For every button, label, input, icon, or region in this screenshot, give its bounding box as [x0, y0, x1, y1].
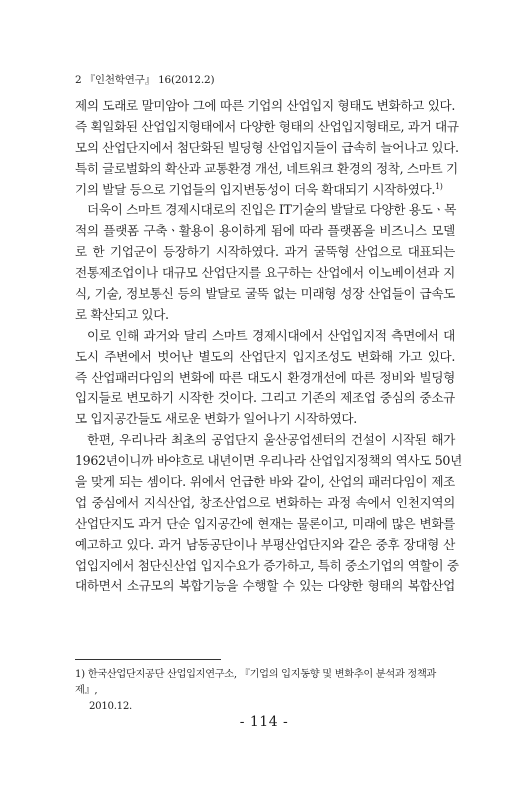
text-line: 전통제조업이나 대규모 산업단지를 요구하는 산업에서 이노베이션과 지: [75, 265, 455, 281]
text-line: [75, 180, 455, 201]
text-line-content: 기의 발달 등으로 기업들의 입지변동성이 더욱 확대되기 시작하였다.: [75, 181, 436, 197]
text-line: 산업단지도 과거 단순 입지공간에 현재는 물론이고, 미래에 많은 변화를: [75, 515, 455, 531]
text-line: 예고하고 있다. 과거 남동공단이나 부평산업단지와 같은 중후 장대형 산: [75, 536, 455, 552]
text-line: 입지들로 변모하기 시작한 것이다. 그리고 기존의 제조업 중심의 중소규: [75, 390, 455, 406]
text-line: 업 중심에서 지식산업, 창조산업으로 변화하는 과정 속에서 인천지역의: [75, 494, 455, 510]
page-number: - 114 -: [239, 714, 289, 730]
text-line: 한편, 우리나라 최초의 공업단지 울산공업센터의 건설이 시작된 해가: [87, 432, 455, 448]
text-line: 식, 기술, 정보통신 등의 발달로 굴뚝 없는 미래형 성장 산업들이 급속도: [75, 286, 455, 302]
text-line: 로 확산되고 있다.: [75, 306, 169, 322]
text-line: 즉 산업패러다임의 변화에 따른 대도시 환경개선에 따른 정비와 빌딩형: [75, 369, 455, 385]
text-line: 이로 인해 과거와 달리 스마트 경제시대에서 산업입지적 측면에서 대: [87, 327, 455, 343]
footnote-divider: [75, 659, 221, 660]
text-line: 을 맞게 되는 셈이다. 위에서 언급한 바와 같이, 산업의 패러다임이 제조: [75, 474, 455, 490]
text-line: 더욱이 스마트 경제시대로의 진입은 IT기술의 발달로 다양한 용도ㆍ목: [87, 202, 457, 218]
text-line: 제의 도래로 말미암아 그에 따른 기업의 산업입지 형태도 변화하고 있다.: [75, 98, 455, 113]
text-line: 1962년이니까 바야흐로 내년이면 우리나라 산업입지정책의 역사도 50년: [75, 453, 462, 469]
footnote-ref[interactable]: 1): [435, 181, 443, 191]
text-line: 대하면서 소규모의 복합기능을 수행할 수 있는 다양한 형태의 복합산업: [75, 578, 455, 594]
text-line: 즉 획일화된 산업입지형태에서 다양한 형태의 산업입지형태로, 과거 대규: [75, 118, 459, 134]
text-line: 도시 주변에서 벗어난 별도의 산업단지 입지조성도 변화해 가고 있다.: [75, 348, 455, 364]
footnote-line: 2010.12.: [89, 701, 132, 712]
text-line: 적의 플랫폼 구축ㆍ활용이 용이하게 됨에 따라 플랫폼을 비즈니스 모델: [75, 223, 455, 239]
text-line: 업입지에서 첨단신산업 입지수요가 증가하고, 특히 중소기업의 역할이 중: [75, 557, 459, 573]
footnote-line: 1) 한국산업단지공단 산업입지연구소, 『기업의 입지동향 및 변화추이 분석과 정책과제』,: [75, 669, 437, 696]
footnote: [75, 667, 457, 715]
body-text: [75, 96, 462, 597]
text-line: 모 입지공간들도 새로운 변화가 일어나기 시작하였다.: [75, 411, 357, 427]
text-line: 로 한 기업군이 등장하기 시작하였다. 과거 굴뚝형 산업으로 대표되는: [75, 244, 455, 260]
running-header: 2 『인천학연구』 16(2012.2): [75, 74, 215, 86]
text-line: 특히 글로벌화의 확산과 교통환경 개선, 네트워크 환경의 정착, 스마트 기: [75, 160, 458, 176]
text-line: 모의 산업단지에서 첨단화된 빌딩형 산업입지들이 급속히 늘어나고 있다.: [75, 139, 459, 155]
